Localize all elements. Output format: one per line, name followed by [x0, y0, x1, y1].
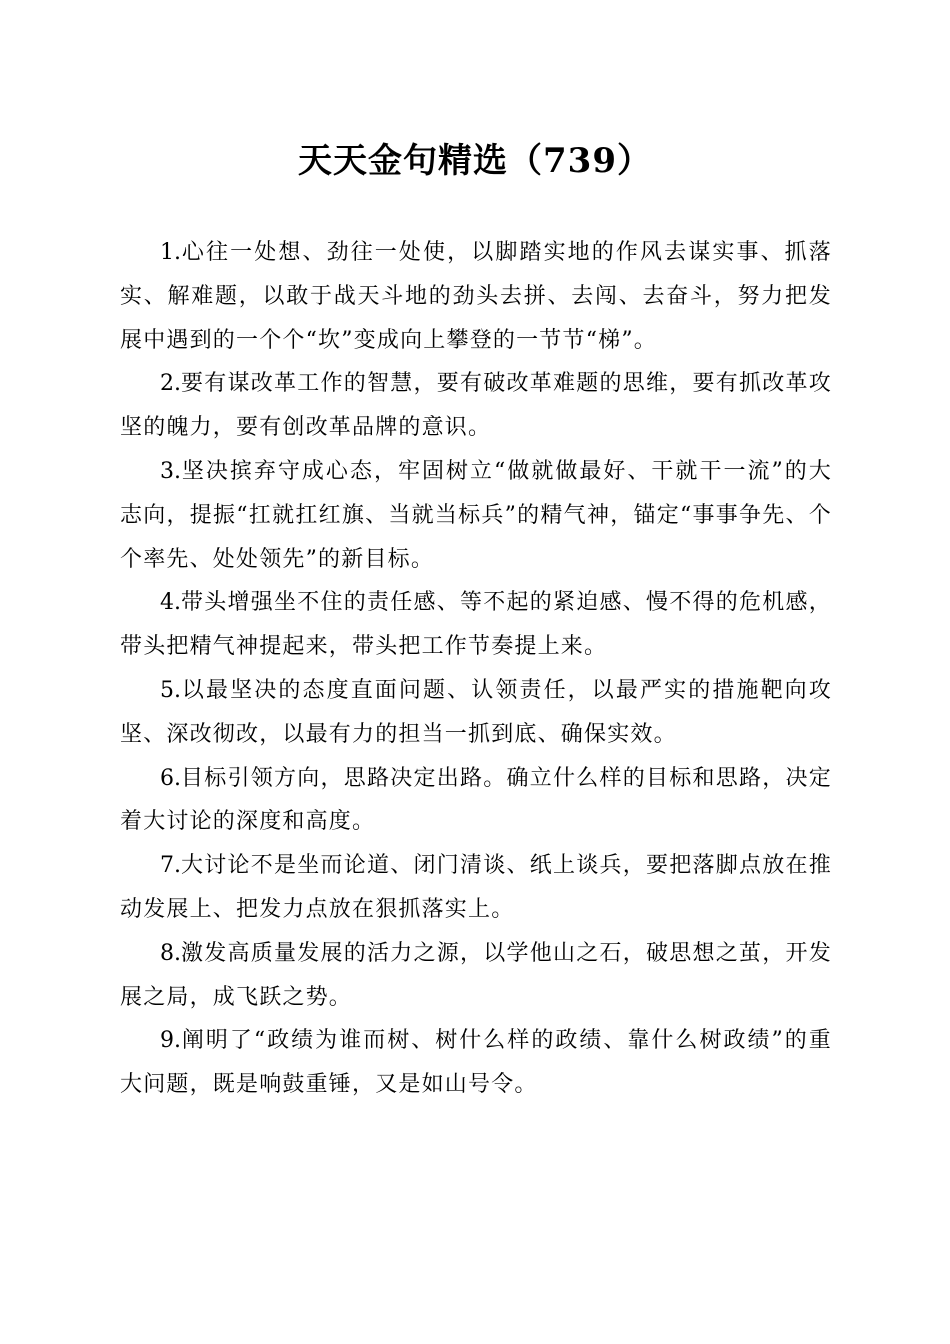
quote-text: 大讨论不是坐而论道、闭门清谈、纸上谈兵，要把落脚点放在推动发展上、把发力点放在狠抓落实上。 [120, 853, 832, 922]
quote-paragraph-8 [120, 932, 832, 1020]
document-title: 天天金句精选（739） [298, 141, 652, 181]
quote-number: 8. [160, 940, 181, 966]
quote-text: 激发高质量发展的活力之源，以学他山之石，破思想之茧，开发展之局，成飞跃之势。 [120, 940, 832, 1010]
quote-paragraph-6 [120, 757, 832, 845]
quote-paragraph-7 [120, 844, 832, 932]
quote-text: 要有谋改革工作的智慧，要有破改革难题的思维，要有抓改革攻坚的魄力，要有创改革品牌的意识。 [120, 371, 832, 441]
quote-number: 7. [160, 853, 181, 879]
quote-number: 2. [160, 371, 181, 397]
quote-text: 心往一处想、劲往一处使，以脚踏实地的作风去谋实事、抓落实、解难题，以敢于战天斗地的劲头去拼、去闯、去奋斗，努力把发展中遇到的一个个“坎”变成向上攀登的一节节“梯”。 [120, 240, 832, 353]
quote-paragraph-4 [120, 581, 832, 669]
quote-number: 5. [160, 677, 181, 703]
quote-text: 以最坚决的态度直面问题、认领责任，以最严实的措施靶向攻坚、深改彻改，以最有力的担当一抓到底、确保实效。 [120, 677, 832, 747]
quote-text: 坚决摈弃守成心态，牢固树立“做就做最好、干就干一流”的大志向，提振“扛就扛红旗、当就当标兵”的精气神，锚定“事事争先、个个率先、处处领先”的新目标。 [120, 458, 832, 572]
quote-text: 目标引领方向，思路决定出路。确立什么样的目标和思路，决定着大讨论的深度和高度。 [120, 765, 832, 835]
quote-paragraph-3 [120, 450, 832, 581]
quote-number: 6. [160, 765, 181, 791]
quote-text: 阐明了“政绩为谁而树、树什么样的政绩、靠什么树政绩”的重大问题，既是响鼓重锤，又是如山号令。 [120, 1028, 832, 1098]
quote-paragraph-2 [120, 362, 832, 450]
quote-paragraph-9 [120, 1019, 832, 1107]
quote-number: 9. [160, 1028, 181, 1054]
quote-number: 4. [160, 590, 181, 616]
quote-paragraph-1 [120, 231, 832, 362]
quote-paragraph-5 [120, 669, 832, 757]
quote-number: 1. [160, 240, 181, 265]
quote-text: 带头增强坐不住的责任感、等不起的紧迫感、慢不得的危机感，带头把精气神提起来，带头把工作节奏提上来。 [120, 590, 832, 660]
document-body [120, 231, 832, 1107]
quote-number: 3. [160, 458, 181, 484]
